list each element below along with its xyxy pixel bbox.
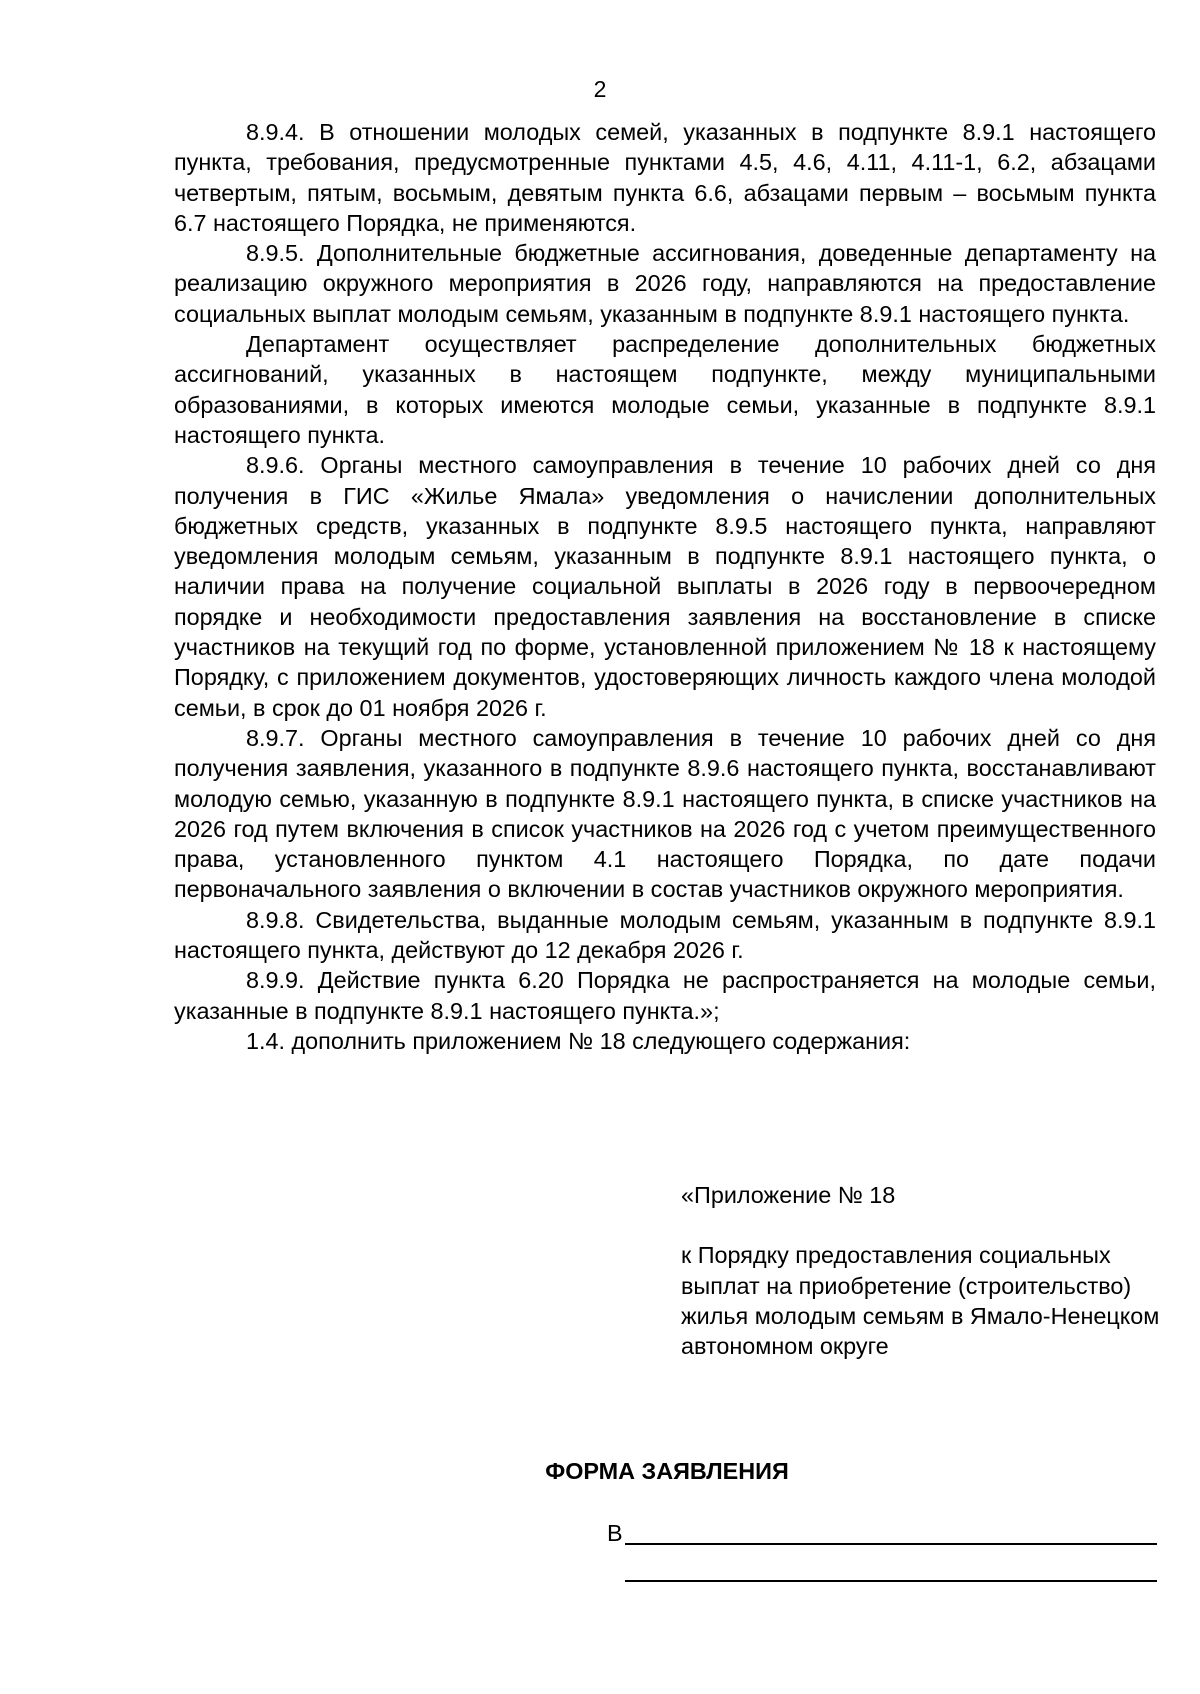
- page-number: 2: [593, 76, 607, 102]
- paragraph-department: Департамент осуществляет распределение дополнительных бюджетных ассигнований, указанных в настоящем подпункте, между муниципальными образованиями, в которых имеются молодые семьи, указанные в подпункте 8.9.1 настоящего пункта.: [174, 331, 1156, 448]
- appendix-title: «Приложение № 18: [681, 1182, 896, 1208]
- addressee-line-2: [625, 1580, 1157, 1582]
- form-title: ФОРМА ЗАЯВЛЕНИЯ: [545, 1458, 789, 1484]
- appendix-description: к Порядку предоставления социальных выплат на приобретение (строительство) жилья молодым семьям в Ямало-Ненецком автономном округе: [681, 1242, 1160, 1360]
- addressee-prefix: В: [607, 1520, 623, 1546]
- document-body: [174, 117, 1156, 1056]
- paragraph-1-4: 1.4. дополнить приложением № 18 следующего содержания:: [246, 1027, 911, 1054]
- paragraph-8-9-9: 8.9.9. Действие пункта 6.20 Порядка не распространяется на молодые семьи, указанные в подпункте 8.9.1 настоящего пункта.»;: [174, 967, 1156, 1024]
- appendix-block: [681, 1180, 1161, 1361]
- addressee-line-1: [625, 1543, 1157, 1545]
- paragraph-8-9-5: 8.9.5. Дополнительные бюджетные ассигнования, доведенные департаменту на реализацию окружного мероприятия в 2026 году, направляются на предоставление социальных выплат молодым семьям, указанным в подпункте 8.9.1 настоящего пункта.: [174, 240, 1156, 327]
- paragraph-8-9-4: 8.9.4. В отношении молодых семей, указанных в подпункте 8.9.1 настоящего пункта, требования, предусмотренные пунктами 4.5, 4.6, 4.11, 4.11-1, 6.2, абзацами четвертым, пятым, восьмым, девятым пункта 6.6, абзацами первым – восьмым пункта 6.7 настоящего Порядка, не применяются.: [174, 119, 1156, 236]
- paragraph-8-9-6: 8.9.6. Органы местного самоуправления в течение 10 рабочих дней со дня получения в ГИС «Жилье Ямала» уведомления о начислении дополнительных бюджетных средств, указанных в подпункте 8.9.5 настоящего пункта, направляют уведомления молодым семьям, указанным в подпункте 8.9.1 настоящего пункта, о наличии права на получение социальной выплаты в 2026 году в первоочередном порядке и необходимости предоставления заявления на восстановление в списке участников на текущий год по форме, установленной приложением № 18 к настоящему Порядку, с приложением документов, удостоверяющих личность каждого члена молодой семьи, в срок до 01 ноября 2026 г.: [174, 452, 1156, 721]
- paragraph-8-9-7: 8.9.7. Органы местного самоуправления в течение 10 рабочих дней со дня получения заявления, указанного в подпункте 8.9.6 настоящего пункта, восстанавливают молодую семью, указанную в подпункте 8.9.1 настоящего пункта, в списке участников на 2026 год путем включения в список участников на 2026 год с учетом преимущественного права, установленного пунктом 4.1 настоящего Порядка, по дате подачи первоначального заявления о включении в состав участников окружного мероприятия.: [174, 724, 1156, 903]
- paragraph-8-9-8: 8.9.8. Свидетельства, выданные молодым семьям, указанным в подпункте 8.9.1 настоящего пункта, действуют до 12 декабря 2026 г.: [174, 906, 1156, 964]
